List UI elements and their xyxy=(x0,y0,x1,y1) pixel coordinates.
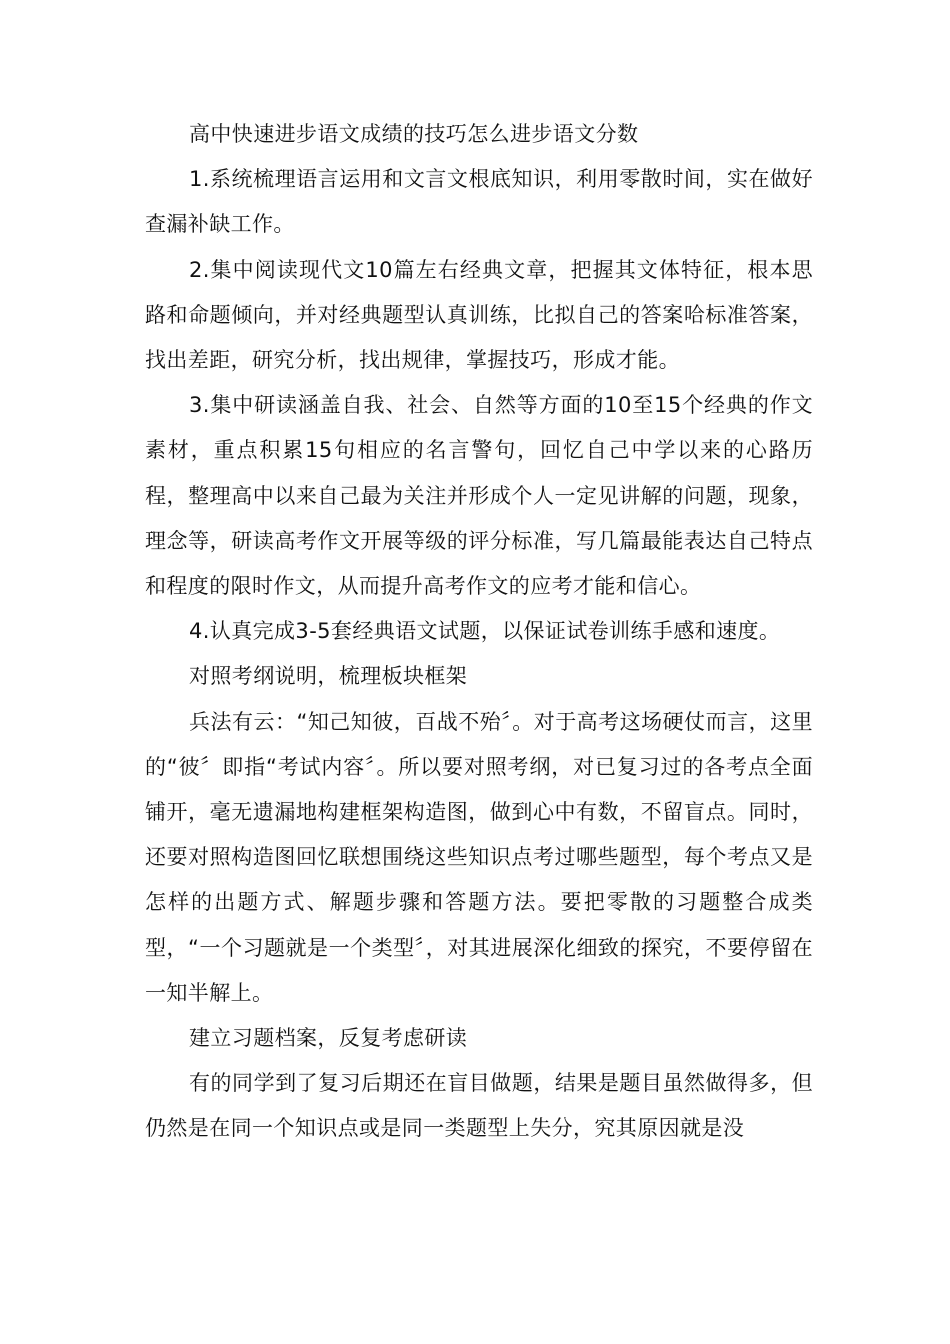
document-body xyxy=(145,112,813,1152)
paragraph-syllabus: 兵法有云：“知己知彼，百战不殆〞。对于高考这场硬仗而言，这里的“彼〞即指“考试内容〞。所以要对照考纲，对已复习过的各考点全面铺开，毫无遗漏地构建框架构造图，做到心中有数，不留盲点。同时，还要对照构造图回忆联想围绕这些知识点考过哪些题型，每个考点又是怎样的出题方式、解题步骤和答题方法。要把零散的习题整合成类型，“一个习题就是一个类型〞，对其进展深化细致的探究，不要停留在一知半解上。 xyxy=(145,709,813,1005)
section-heading-archive: 建立习题档案，反复考虑研读 xyxy=(189,1026,468,1051)
paragraph-tip-4: 4.认真完成3-5套经典语文试题，以保证试卷训练手感和速度。 xyxy=(189,619,781,644)
section-heading-syllabus: 对照考纲说明，梳理板块框架 xyxy=(189,664,468,689)
paragraph-tip-1: 1.系统梳理语言运用和文言文根底知识，利用零散时间，实在做好查漏补缺工作。 xyxy=(145,167,813,237)
paragraph-tip-2: 2.集中阅读现代文10篇左右经典文章，把握其文体特征，根本思路和命题倾向，并对经典题型认真训练，比拟自己的答案哈标准答案，找出差距，研究分析，找出规律，掌握技巧，形成才能。 xyxy=(145,257,813,373)
document-title: 高中快速进步语文成绩的技巧怎么进步语文分数 xyxy=(189,122,639,146)
paragraph-tip-3: 3.集中研读涵盖自我、社会、自然等方面的10至15个经典的作文素材，重点积累15句相应的名言警句，回忆自己中学以来的心路历程，整理高中以来自己最为关注并形成个人一定见讲解的问题，现象，理念等，研读高考作文开展等级的评分标准，写几篇最能表达自己特点和程度的限时作文，从而提升高考作文的应考才能和信心。 xyxy=(145,393,813,599)
paragraph-archive: 有的同学到了复习后期还在盲目做题，结果是题目虽然做得多，但仍然是在同一个知识点或是同一类题型上失分，究其原因就是没 xyxy=(145,1071,813,1141)
